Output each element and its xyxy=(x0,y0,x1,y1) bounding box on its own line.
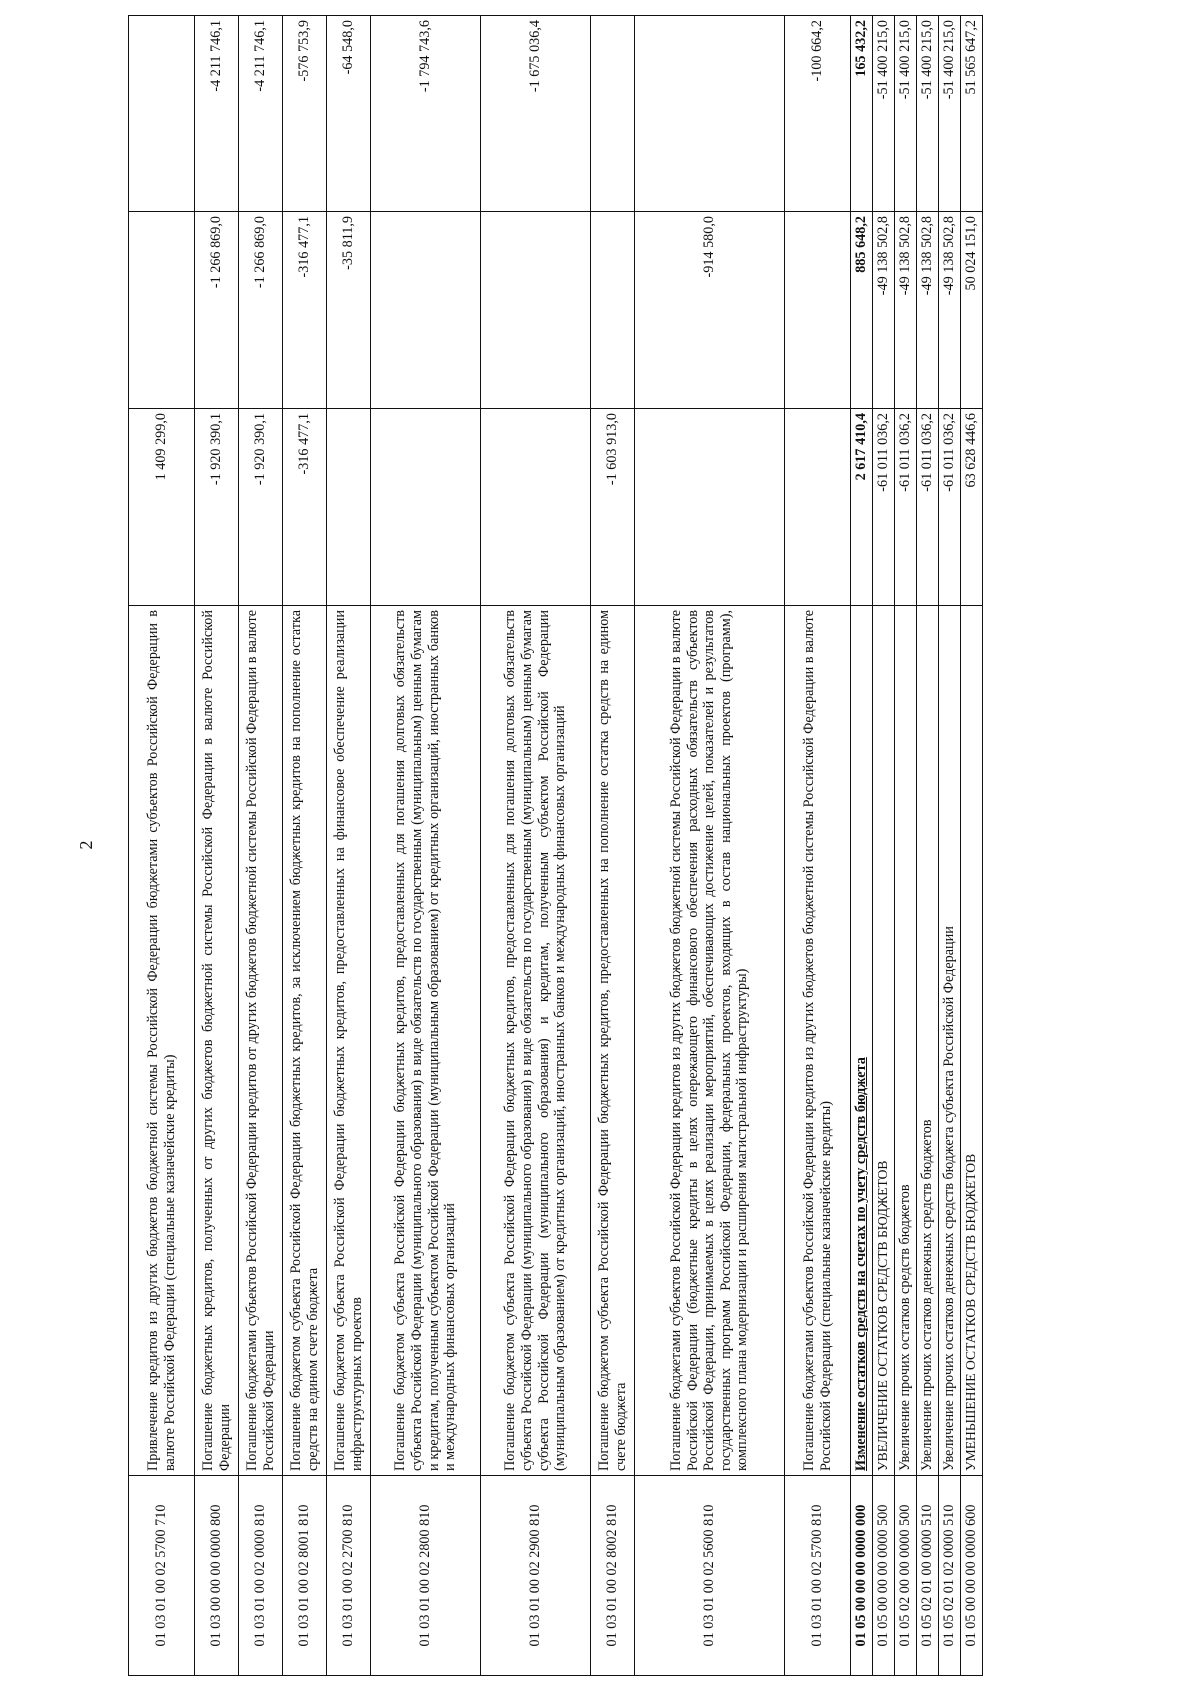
budget-code-cell: 01 05 00 00 00 0000 500 xyxy=(873,1476,895,1676)
amount-year1-cell: 1 409 299,0 xyxy=(129,409,195,606)
table-row xyxy=(851,16,873,1676)
amount-year3-cell: -64 548,0 xyxy=(327,16,371,212)
page-number: 2 xyxy=(76,840,96,850)
amount-year2-cell xyxy=(129,212,195,409)
amount-year1-cell: -1 920 390,1 xyxy=(195,409,239,606)
budget-code-cell: 01 03 00 00 00 0000 800 xyxy=(195,1476,239,1676)
description-cell: Погашение бюджетами субъектов Российской Федерации кредитов из других бюджетов бюджетной системы Российской Федерации в валюте Российской Федерации (бюджетные кредиты в целях опережающего финансового обеспечения расходных обязательств субъектов Российской Федерации, принимаемых в целях реализации мероприятий, обеспечивающих достижение целей, показателей и результатов государственных программ Российской Федерации, федеральных проектов, входящих в состав национальных проектов (программ), комплексного плана модернизации и расширения магистральной инфраструктуры) xyxy=(635,606,785,1476)
amount-year2-cell: -914 580,0 xyxy=(635,212,785,409)
description-cell: Увеличение прочих остатков средств бюджетов xyxy=(895,606,917,1476)
table-row xyxy=(327,16,371,1676)
table-row xyxy=(873,16,895,1676)
amount-year2-cell: -49 138 502,8 xyxy=(873,212,895,409)
table-row xyxy=(371,16,481,1676)
amount-year3-cell xyxy=(635,16,785,212)
amount-year1-cell: -61 011 036,2 xyxy=(895,409,917,606)
amount-year2-cell xyxy=(481,212,591,409)
budget-code-cell: 01 05 02 01 02 0000 510 xyxy=(939,1476,961,1676)
amount-year2-cell: -1 266 869,0 xyxy=(239,212,283,409)
budget-code-cell: 01 05 00 00 00 0000 000 xyxy=(851,1476,873,1676)
description-cell: Погашение бюджетом субъекта Российской Федерации бюджетных кредитов, предоставленных на пополнение остатка средств на едином счете бюджета xyxy=(591,606,635,1476)
budget-code-cell: 01 03 01 00 02 8002 810 xyxy=(591,1476,635,1676)
amount-year3-cell: -1 794 743,6 xyxy=(371,16,481,212)
table-row xyxy=(895,16,917,1676)
amount-year2-cell xyxy=(591,212,635,409)
amount-year2-cell: -1 266 869,0 xyxy=(195,212,239,409)
description-cell: Погашение бюджетами субъектов Российской Федерации кредитов от других бюджетов бюджетной системы Российской Федерации в валюте Российской Федерации xyxy=(239,606,283,1476)
amount-year1-cell xyxy=(785,409,851,606)
table-row xyxy=(195,16,239,1676)
amount-year2-cell: -35 811,9 xyxy=(327,212,371,409)
amount-year1-cell: 63 628 446,6 xyxy=(961,409,983,606)
amount-year2-cell: -49 138 502,8 xyxy=(895,212,917,409)
table-row xyxy=(481,16,591,1676)
amount-year2-cell: -49 138 502,8 xyxy=(917,212,939,409)
amount-year2-cell: 50 024 151,0 xyxy=(961,212,983,409)
budget-code-cell: 01 05 02 00 00 0000 500 xyxy=(895,1476,917,1676)
amount-year3-cell: 51 565 647,2 xyxy=(961,16,983,212)
amount-year3-cell xyxy=(129,16,195,212)
amount-year3-cell: -1 675 036,4 xyxy=(481,16,591,212)
table-row xyxy=(961,16,983,1676)
table-row xyxy=(239,16,283,1676)
amount-year1-cell xyxy=(327,409,371,606)
table-row xyxy=(283,16,327,1676)
budget-code-cell: 01 03 01 00 02 5700 810 xyxy=(785,1476,851,1676)
amount-year1-cell: -61 011 036,2 xyxy=(917,409,939,606)
amount-year2-cell: 885 648,2 xyxy=(851,212,873,409)
amount-year2-cell xyxy=(371,212,481,409)
description-cell: Погашение бюджетом субъекта Российской Федерации бюджетных кредитов, предоставленных для погашения долговых обязательств субъекта Российской Федерации (муниципального образования) в виде обязательств по государственным (муниципальным) ценным бумагам субъекта Российской Федерации (муниципального образования) и кредитам, полученным субъектом Российской Федерации (муниципальным образованием) от кредитных организаций, иностранных банков и международных финансовых организаций xyxy=(481,606,591,1476)
amount-year2-cell xyxy=(785,212,851,409)
amount-year1-cell: -316 477,1 xyxy=(283,409,327,606)
budget-code-cell: 01 03 01 00 02 8001 810 xyxy=(283,1476,327,1676)
description-cell: Погашение бюджетом субъекта Российской Федерации бюджетных кредитов, предоставленных на финансовое обеспечение реализации инфраструктурных проектов xyxy=(327,606,371,1476)
description-cell: УМЕНЬШЕНИЕ ОСТАТКОВ СРЕДСТВ БЮДЖЕТОВ xyxy=(961,606,983,1476)
amount-year1-cell xyxy=(635,409,785,606)
amount-year1-cell: -1 603 913,0 xyxy=(591,409,635,606)
budget-code-cell: 01 03 01 00 02 5700 710 xyxy=(129,1476,195,1676)
budget-code-cell: 01 03 01 00 02 2700 810 xyxy=(327,1476,371,1676)
amount-year3-cell: -4 211 746,1 xyxy=(239,16,283,212)
amount-year1-cell xyxy=(481,409,591,606)
budget-sources-table xyxy=(128,15,983,1676)
amount-year3-cell: -576 753,9 xyxy=(283,16,327,212)
amount-year1-cell: -1 920 390,1 xyxy=(239,409,283,606)
description-cell: Погашение бюджетами субъектов Российской Федерации кредитов из других бюджетов бюджетной системы Российской Федерации в валюте Российской Федерации (специальные казначейские кредиты) xyxy=(785,606,851,1476)
table-row xyxy=(939,16,961,1676)
amount-year3-cell: 165 432,2 xyxy=(851,16,873,212)
budget-code-cell: 01 03 01 00 02 0000 810 xyxy=(239,1476,283,1676)
amount-year3-cell: -100 664,2 xyxy=(785,16,851,212)
amount-year1-cell: -61 011 036,2 xyxy=(873,409,895,606)
description-cell: Погашение бюджетом субъекта Российской Федерации бюджетных кредитов, предоставленных для погашения долговых обязательств субъекта Российской Федерации (муниципального образования) в виде обязательств по государственным (муниципальным) ценным бумагам и кредитам, полученным субъектом Российской Федерации (муниципальным образованием) от кредитных организаций, иностранных банков и международных финансовых организаций xyxy=(371,606,481,1476)
amount-year3-cell: -51 400 215,0 xyxy=(917,16,939,212)
budget-code-cell: 01 03 01 00 02 5600 810 xyxy=(635,1476,785,1676)
amount-year3-cell: -51 400 215,0 xyxy=(873,16,895,212)
table-row xyxy=(591,16,635,1676)
rotated-page-content xyxy=(128,16,1060,1676)
table-row xyxy=(785,16,851,1676)
amount-year3-cell: -51 400 215,0 xyxy=(939,16,961,212)
amount-year1-cell: -61 011 036,2 xyxy=(939,409,961,606)
amount-year1-cell xyxy=(371,409,481,606)
amount-year2-cell: -316 477,1 xyxy=(283,212,327,409)
description-cell: Изменение остатков средств на счетах по учету средств бюджета xyxy=(851,606,873,1476)
amount-year3-cell xyxy=(591,16,635,212)
amount-year1-cell: 2 617 410,4 xyxy=(851,409,873,606)
amount-year3-cell: -4 211 746,1 xyxy=(195,16,239,212)
description-cell: Увеличение прочих остатков денежных средств бюджета субъекта Российской Федерации xyxy=(939,606,961,1476)
description-cell: Увеличение прочих остатков денежных средств бюджетов xyxy=(917,606,939,1476)
table-row xyxy=(635,16,785,1676)
description-cell: Привлечение кредитов из других бюджетов бюджетной системы Российской Федерации бюджетами субъектов Российской Федерации в валюте Российской Федерации (специальные казначейские кредиты) xyxy=(129,606,195,1476)
amount-year3-cell: -51 400 215,0 xyxy=(895,16,917,212)
table-row xyxy=(917,16,939,1676)
description-cell: Погашение бюджетных кредитов, полученных от других бюджетов бюджетной системы Российской Федерации в валюте Российской Федерации xyxy=(195,606,239,1476)
budget-code-cell: 01 05 02 01 00 0000 510 xyxy=(917,1476,939,1676)
description-cell: Погашение бюджетом субъекта Российской Федерации бюджетных кредитов, за исключением бюджетных кредитов на пополнение остатка средств на едином счете бюджета xyxy=(283,606,327,1476)
budget-code-cell: 01 05 00 00 00 0000 600 xyxy=(961,1476,983,1676)
description-cell: УВЕЛИЧЕНИЕ ОСТАТКОВ СРЕДСТВ БЮДЖЕТОВ xyxy=(873,606,895,1476)
budget-code-cell: 01 03 01 00 02 2800 810 xyxy=(371,1476,481,1676)
amount-year2-cell: -49 138 502,8 xyxy=(939,212,961,409)
table-row xyxy=(129,16,195,1676)
budget-code-cell: 01 03 01 00 02 2900 810 xyxy=(481,1476,591,1676)
